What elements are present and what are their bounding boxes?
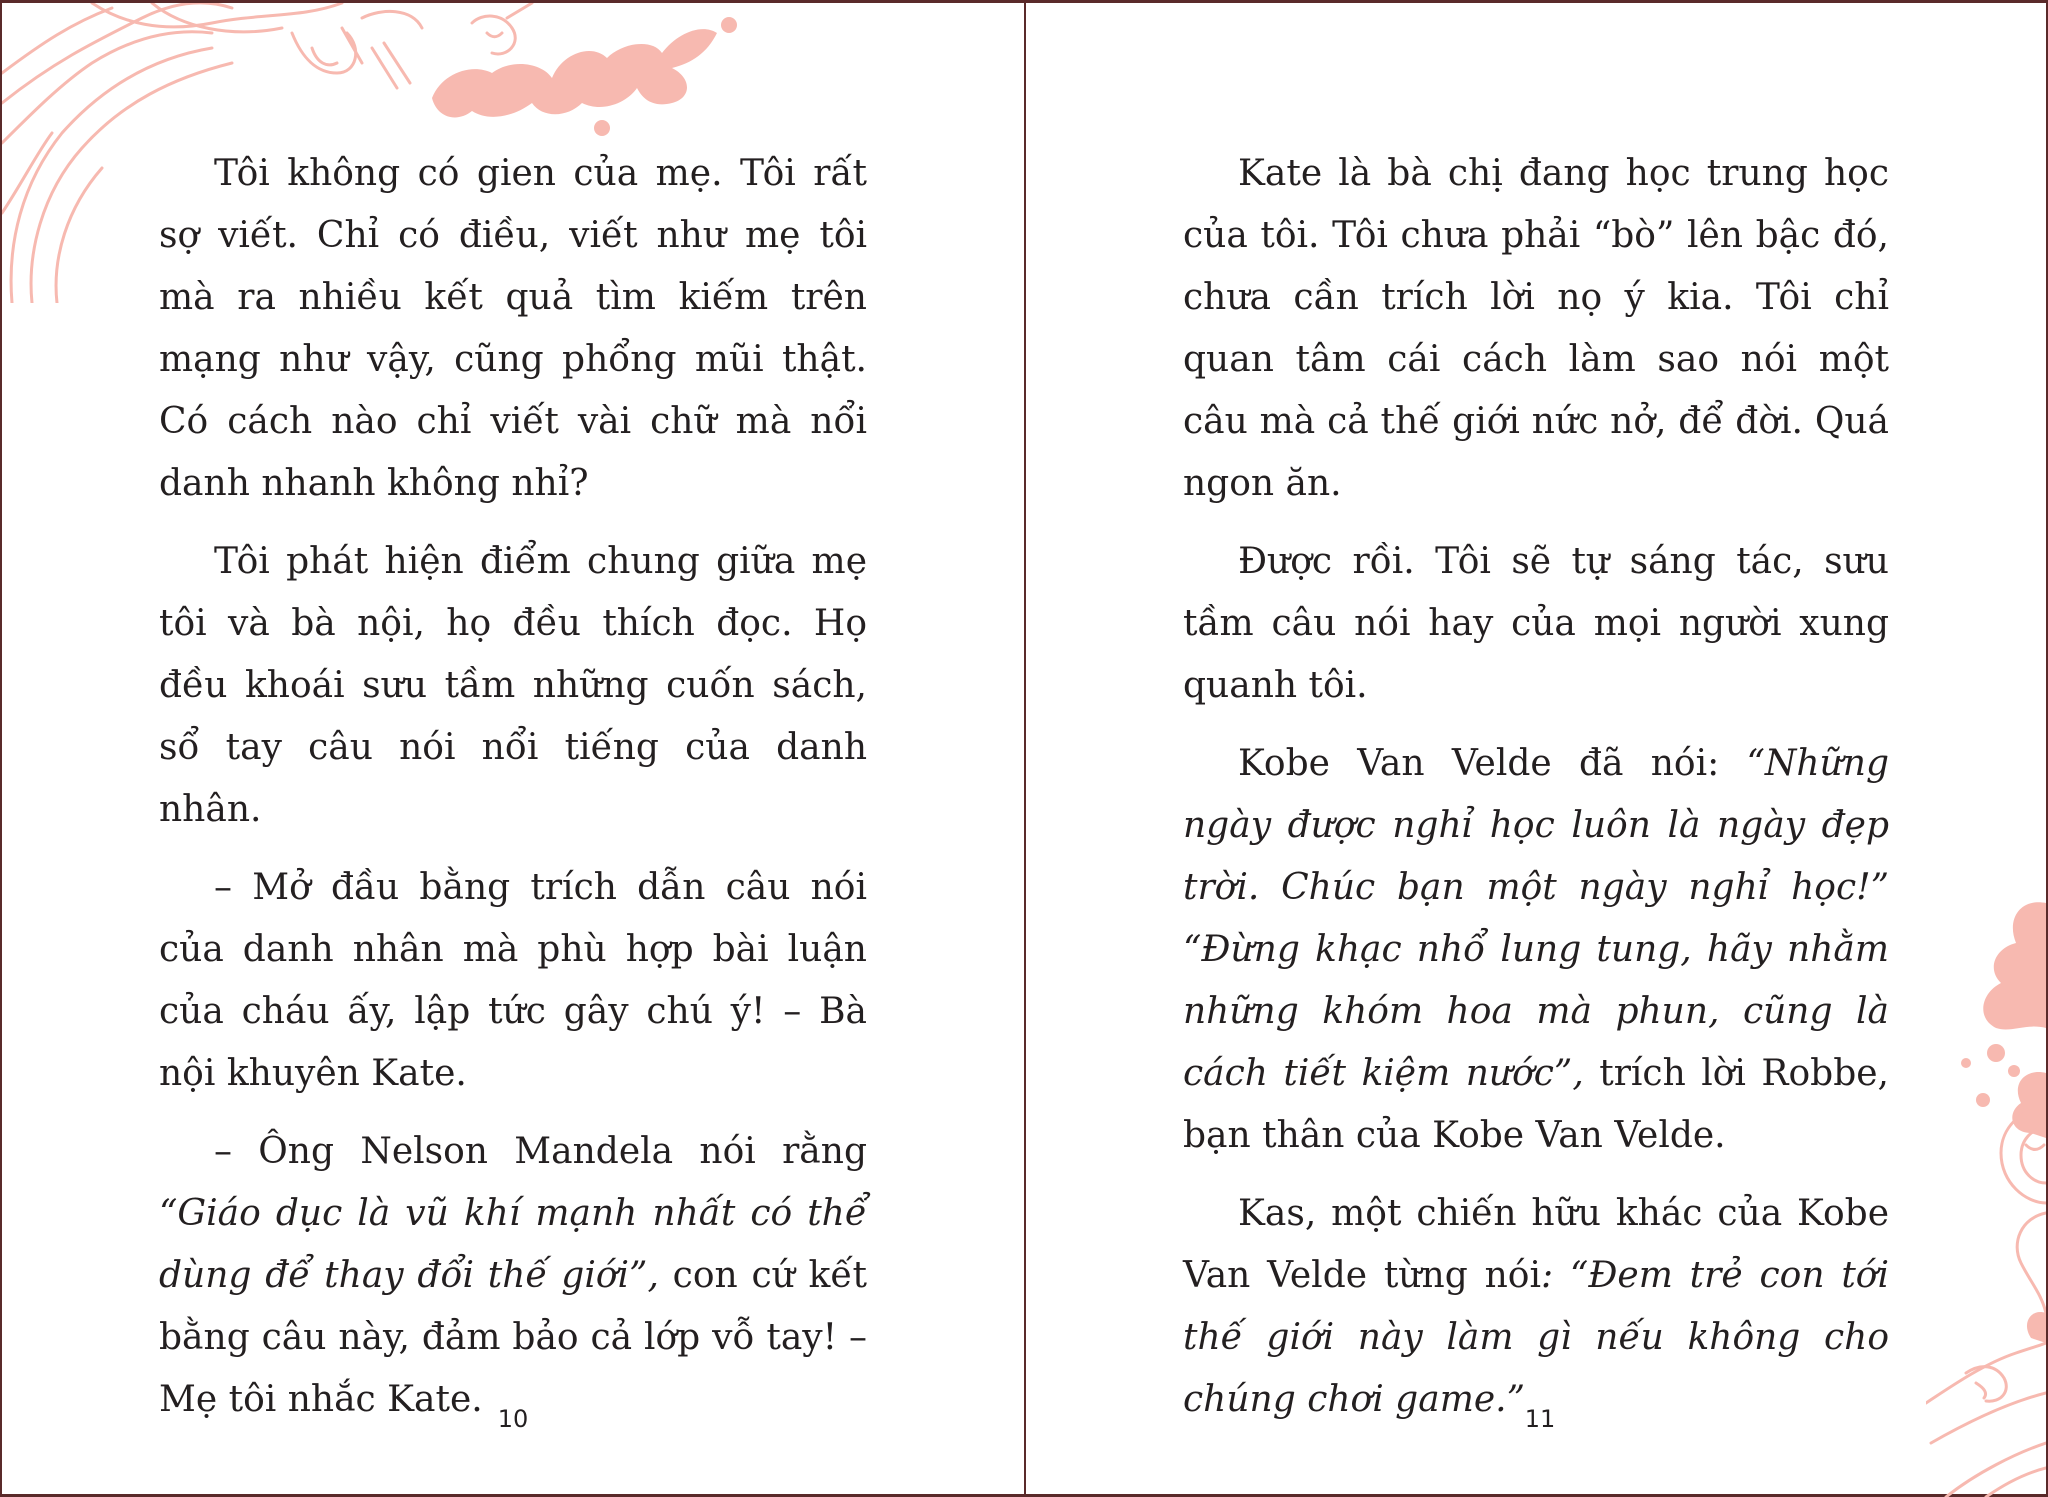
paragraph-text: trích lời Robbe, bạn thân của Kobe Van Velde. <box>1183 1053 1889 1156</box>
paragraph-text: – Ông Nelson Mandela nói rằng <box>214 1131 867 1172</box>
page-number: 10 <box>497 1405 529 1433</box>
quote-text: : “Đem trẻ con tới thế giới này làm gì nếu không cho chúng chơi game.” <box>1183 1255 1889 1420</box>
left-page-text <box>159 143 867 1447</box>
paragraph <box>1183 733 1889 1167</box>
left-page <box>2 3 1024 1494</box>
paragraph-text: Tôi phát hiện điểm chung giữa mẹ tôi và bà nội, họ đều thích đọc. Họ đều khoái sưu tầm những cuốn sách, sổ tay câu nói nổi tiếng của danh nhân. <box>159 541 867 830</box>
paragraph <box>159 143 867 515</box>
paragraph-text: – Mở đầu bằng trích dẫn câu nói của danh nhân mà phù hợp bài luận của cháu ấy, lập tức gây chú ý! – Bà nội khuyên Kate. <box>159 867 867 1094</box>
paragraph <box>159 857 867 1105</box>
right-page <box>1026 3 2046 1494</box>
paragraph-text: Được rồi. Tôi sẽ tự sáng tác, sưu tầm câu nói hay của mọi người xung quanh tôi. <box>1183 541 1889 706</box>
paragraph-text: con cứ kết bằng câu này, đảm bảo cả lớp vỗ tay! – Mẹ tôi nhắc Kate. <box>159 1255 867 1420</box>
paragraph-text: Tôi không có gien của mẹ. Tôi rất sợ viết. Chỉ có điều, viết như mẹ tôi mà ra nhiều kết quả tìm kiếm trên mạng như vậy, cũng phổng mũi thật. Có cách nào chỉ viết vài chữ mà nổi danh nhanh không nhỉ? <box>159 153 867 504</box>
quote-text: “Những ngày được nghỉ học luôn là ngày đẹp trời. Chúc bạn một ngày nghỉ học!” “Đừng khạc nhổ lung tung, hãy nhằm những khóm hoa mà phun, cũng là cách tiết kiệm nước”, <box>1183 743 1889 1094</box>
quote-text: “Giáo dục là vũ khí mạnh nhất có thể dùng để thay đổi thế giới”, <box>159 1193 867 1296</box>
paragraph <box>159 531 867 841</box>
paragraph <box>159 1121 867 1431</box>
page-number: 11 <box>1524 1405 1556 1433</box>
paragraph <box>1183 531 1889 717</box>
paragraph-text: Kas, một chiến hữu khác của Kobe Van Velde từng nói <box>1183 1193 1889 1296</box>
splash-decoration-icon <box>1926 883 2046 1497</box>
right-page-text <box>1183 143 1889 1447</box>
paragraph <box>1183 1183 1889 1431</box>
paragraph-text: Kobe Van Velde đã nói: <box>1238 743 1747 784</box>
paragraph <box>1183 143 1889 515</box>
paragraph-text: Kate là bà chị đang học trung học của tôi. Tôi chưa phải “bò” lên bậc đó, chưa cần trích lời nọ ý kia. Tôi chỉ quan tâm cái cách làm sao nói một câu mà cả thế giới nức nở, để đời. Quá ngon ăn. <box>1183 153 1889 504</box>
